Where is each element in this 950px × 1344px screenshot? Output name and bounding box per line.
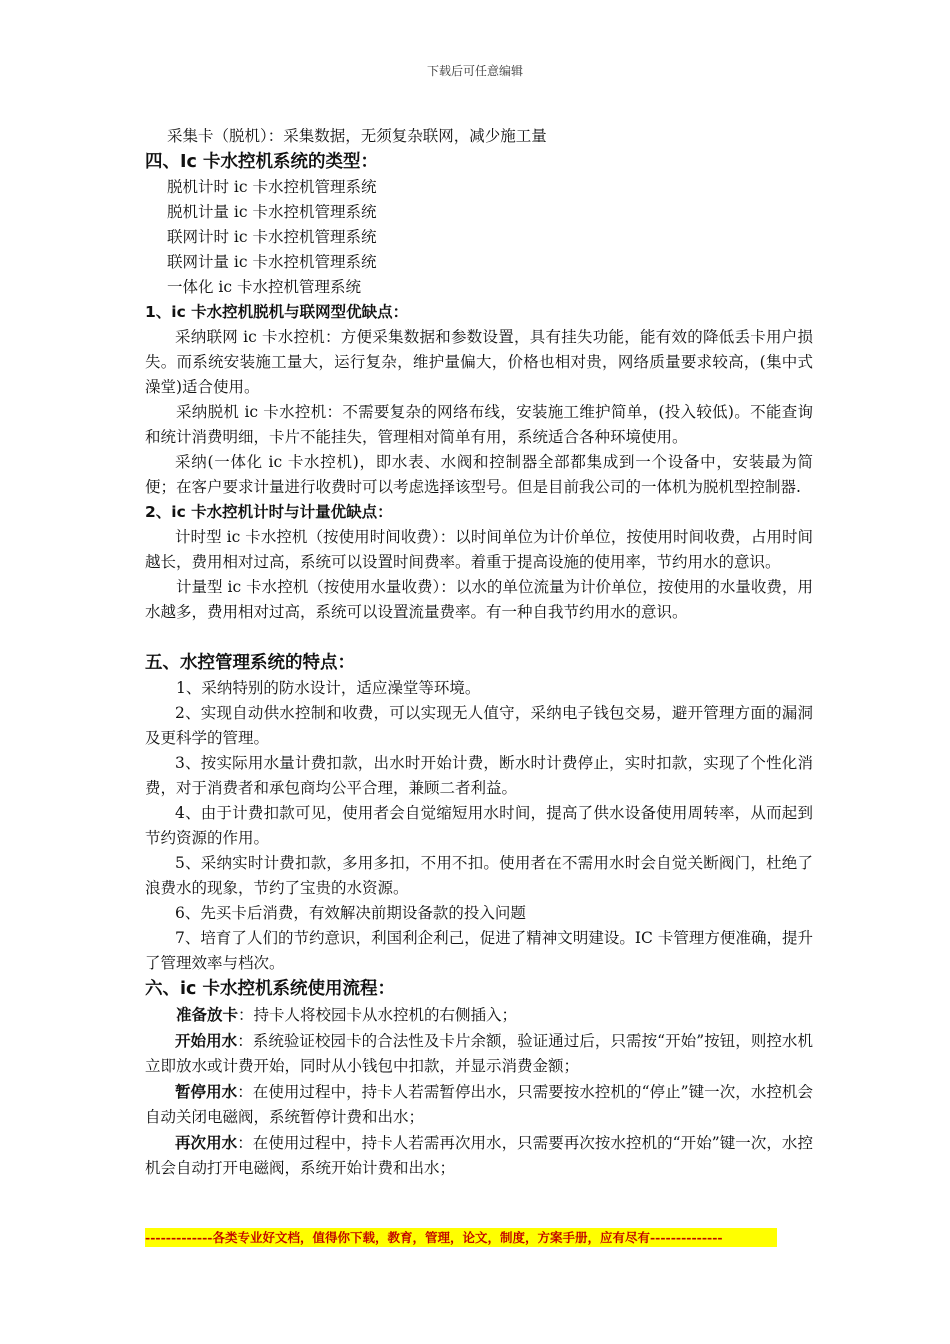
flow-step-label: 准备放卡 <box>176 1005 239 1024</box>
paragraph: 计时型 ic 卡水控机（按使用时间收费）：以时间单位为计价单位，按使用时间收费，占用时间越长，费用相对过高，系统可以设置时间费率。着重于提高设施的使用率，节约用水的意识。 <box>145 528 813 571</box>
type-item: 一体化 ic 卡水控机管理系统 <box>167 278 361 296</box>
feature-item: 1、采纳特别的防水设计，适应澡堂等环境。 <box>176 679 481 697</box>
document-body <box>145 124 813 1181</box>
section-5-title: 五、水控管理系统的特点： <box>145 653 355 673</box>
section-6-title: 六、ic 卡水控机系统使用流程： <box>145 979 395 999</box>
feature-item: 2、实现自动供水控制和收费，可以实现无人值守，采纳电子钱包交易，避开管理方面的漏洞及更科学的管理。 <box>145 704 813 747</box>
type-item: 脱机计时 ic 卡水控机管理系统 <box>167 178 377 196</box>
flow-step <box>145 1130 813 1181</box>
flow-step <box>145 1002 813 1028</box>
flow-step-text: ：在使用过程中，持卡人若需暂停出水，只需要按水控机的“停止”键一次，水控机会自动关闭电磁阀，系统暂停计费和出水； <box>145 1083 813 1126</box>
feature-item: 7、培育了人们的节约意识，利国利企利己，促进了精神文明建设。IC 卡管理方便准确，提升了管理效率与档次。 <box>145 929 813 972</box>
flow-step-label: 暂停用水 <box>175 1082 238 1101</box>
feature-item: 6、先买卡后消费，有效解决前期设备款的投入问题 <box>175 904 526 922</box>
flow-step <box>145 1079 813 1130</box>
type-item: 脱机计量 ic 卡水控机管理系统 <box>167 203 377 221</box>
paragraph: 计量型 ic 卡水控机（按使用水量收费）：以水的单位流量为计价单位，按使用的水量收费，用水越多，费用相对过高，系统可以设置流量费率。有一种自我节约用水的意识。 <box>145 578 813 621</box>
paragraph: 采纳(一体化 ic 卡水控机)，即水表、水阀和控制器全部都集成到一个设备中，安装最为简便；在客户要求计量进行收费时可以考虑选择该型号。但是目前我公司的一体机为脱机型控制器. <box>145 453 813 496</box>
flow-step-text: ：持卡人将校园卡从水控机的右侧插入； <box>238 1006 518 1024</box>
feature-item: 3、按实际用水量计费扣款，出水时开始计费，断水时计费停止，实时扣款，实现了个性化消费，对于消费者和承包商均公平合理，兼顾二者利益。 <box>145 754 813 797</box>
spacer <box>145 625 813 650</box>
flow-step <box>145 1028 813 1079</box>
flow-step-text: ：在使用过程中，持卡人若需再次用水，只需要再次按水控机的“开始”键一次，水控机会自动打开电磁阀，系统开始计费和出水； <box>145 1134 813 1177</box>
intro-line: 采集卡（脱机）：采集数据，无须复杂联网，减少施工量 <box>167 127 547 145</box>
subsection-1-title: 1、ic 卡水控机脱机与联网型优缺点： <box>145 303 409 321</box>
flow-step-label: 再次用水 <box>175 1133 238 1152</box>
feature-item: 4、由于计费扣款可见，使用者会自觉缩短用水时间，提高了供水设备使用周转率，从而起到节约资源的作用。 <box>145 804 813 847</box>
subsection-2-title: 2、ic 卡水控机计时与计量优缺点： <box>145 503 393 521</box>
section-4-title: 四、Ic 卡水控机系统的类型： <box>145 152 378 172</box>
paragraph: 采纳联网 ic 卡水控机：方便采集数据和参数设置，具有挂失功能，能有效的降低丢卡用户损失。而系统安装施工量大，运行复杂，维护量偏大，价格也相对贵，网络质量要求较高，(集中式澡堂)适合使用。 <box>145 328 813 396</box>
paragraph: 采纳脱机 ic 卡水控机：不需要复杂的网络布线，安装施工维护简单，(投入较低)。不能查询和统计消费明细，卡片不能挂失，管理相对简单有用，系统适合各种环境使用。 <box>145 403 813 446</box>
footer-banner: -------------各类专业好文档，值得你下载，教育，管理，论文，制度，方案手册，应有尽有-------------- <box>145 1228 777 1247</box>
flow-step-text: ：系统验证校园卡的合法性及卡片余额，验证通过后，只需按“开始”按钮，则控水机立即放水或计费开始，同时从小钱包中扣款，并显示消费金额； <box>145 1032 813 1075</box>
type-item: 联网计时 ic 卡水控机管理系统 <box>167 228 377 246</box>
flow-step-label: 开始用水 <box>175 1031 238 1050</box>
page-header: 下载后可任意编辑 <box>426 64 523 78</box>
feature-item: 5、采纳实时计费扣款，多用多扣，不用不扣。使用者在不需用水时会自觉关断阀门，杜绝了浪费水的现象，节约了宝贵的水资源。 <box>145 854 813 897</box>
type-item: 联网计量 ic 卡水控机管理系统 <box>167 253 377 271</box>
